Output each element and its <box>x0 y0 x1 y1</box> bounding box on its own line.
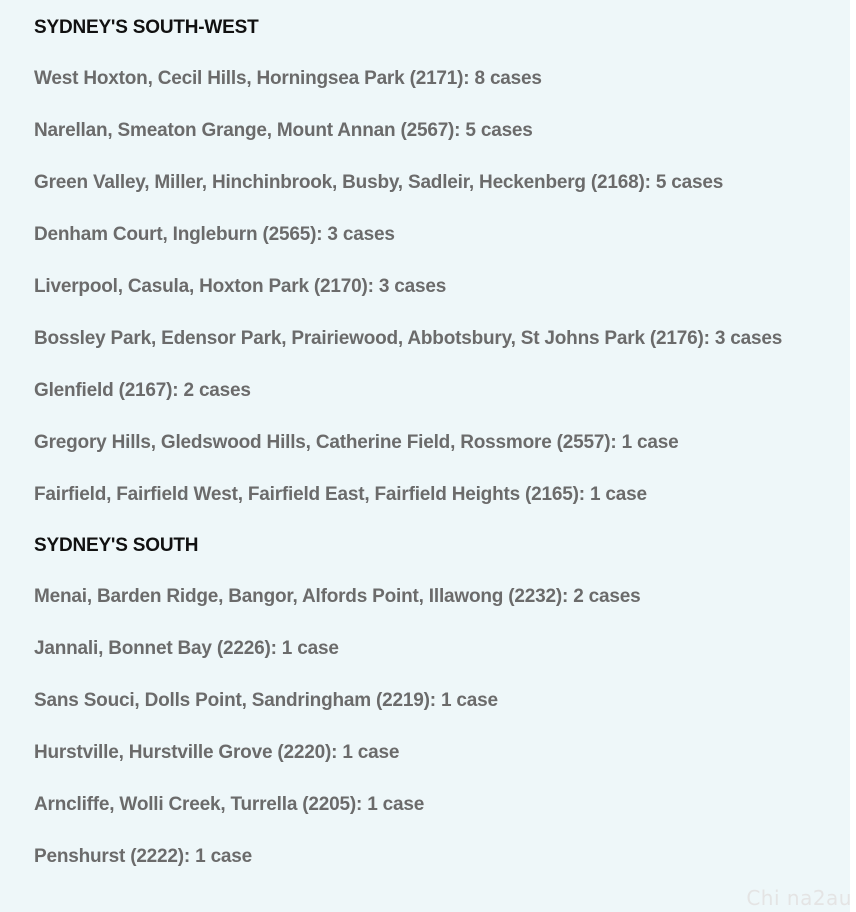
list-item: Fairfield, Fairfield West, Fairfield East, Fairfield Heights (2165): 1 case <box>34 484 647 505</box>
list-item: Green Valley, Miller, Hinchinbrook, Busby, Sadleir, Heckenberg (2168): 5 cases <box>34 172 724 193</box>
watermark-text: Chi na2au <box>746 886 852 910</box>
list-item: Menai, Barden Ridge, Bangor, Alfords Point, Illawong (2232): 2 cases <box>34 586 641 607</box>
section-heading-south: SYDNEY'S SOUTH <box>34 535 199 556</box>
list-item: Sans Souci, Dolls Point, Sandringham (2219): 1 case <box>34 690 498 711</box>
list-item: Arncliffe, Wolli Creek, Turrella (2205): 1 case <box>34 794 425 815</box>
list-item: Liverpool, Casula, Hoxton Park (2170): 3 cases <box>34 276 447 297</box>
list-item: Bossley Park, Edensor Park, Prairiewood, Abbotsbury, St Johns Park (2176): 3 cases <box>34 328 783 349</box>
list-item: Gregory Hills, Gledswood Hills, Catherine Field, Rossmore (2557): 1 case <box>34 432 679 453</box>
list-item: Jannali, Bonnet Bay (2226): 1 case <box>34 638 339 659</box>
list-item: Glenfield (2167): 2 cases <box>34 380 251 401</box>
section-heading-south-west: SYDNEY'S SOUTH-WEST <box>34 17 259 38</box>
list-item: Penshurst (2222): 1 case <box>34 846 253 867</box>
list-item: West Hoxton, Cecil Hills, Horningsea Park (2171): 8 cases <box>34 68 542 89</box>
list-item: Hurstville, Hurstville Grove (2220): 1 case <box>34 742 400 763</box>
list-item: Narellan, Smeaton Grange, Mount Annan (2567): 5 cases <box>34 120 533 141</box>
list-item: Denham Court, Ingleburn (2565): 3 cases <box>34 224 395 245</box>
